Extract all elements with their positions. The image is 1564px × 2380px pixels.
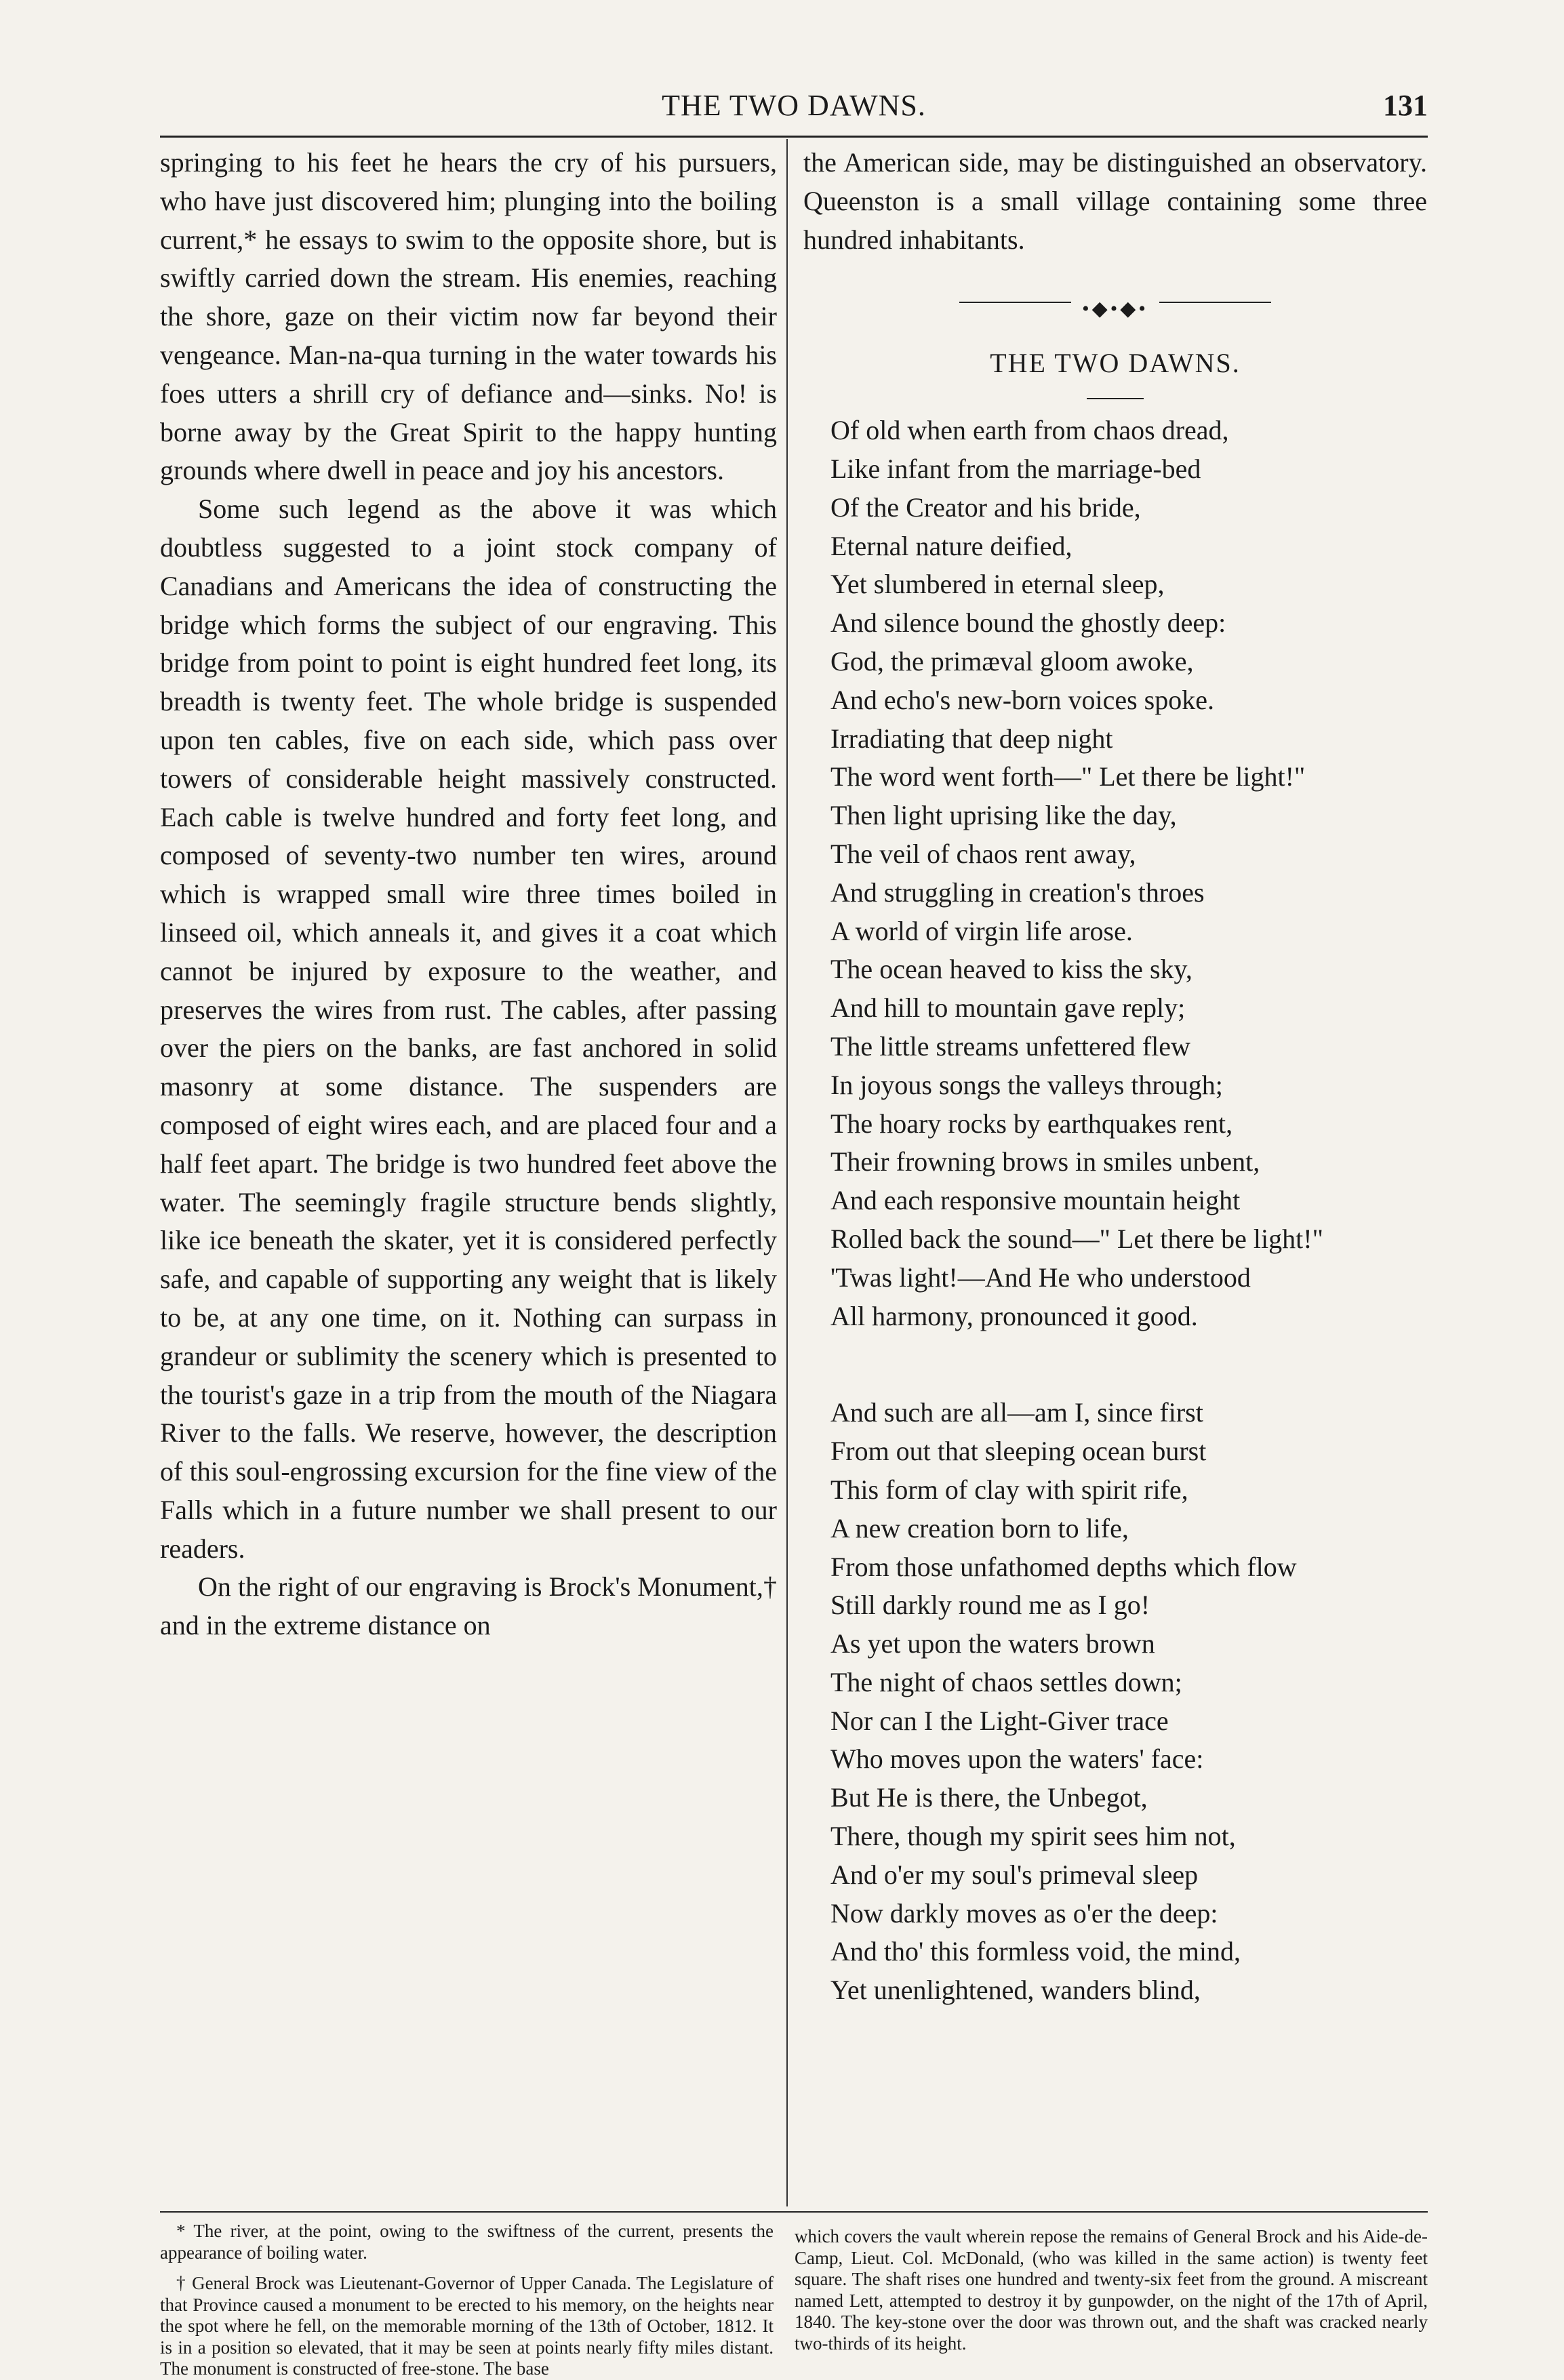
poem-line: Who moves upon the waters' face: xyxy=(830,1743,1204,1775)
poem-line: Of the Creator and his bride, xyxy=(830,491,1141,523)
poem-stanza-1 xyxy=(830,411,1427,1335)
stanza-gap xyxy=(803,1335,1427,1394)
poem-line: There, though my spirit sees him not, xyxy=(830,1821,1236,1852)
poem-line: And each responsive mountain height xyxy=(830,1185,1241,1216)
paragraph: springing to his feet he hears the cry of his pursuers, who have just discovered him; plunging into the boiling current,* he essays to swim to the opposite shore, but is swiftly carried down the stream. His enemies, reaching the shore, gaze on their victim now far beyond their vengeance. Man-na-qua turning in the water towards his foes utters a shrill cry of defiance and—sinks. No! is borne away by the Great Spirit to the happy hunting grounds where dwell in peace and joy his ancestors. xyxy=(160,147,777,486)
poem-line: This form of clay with spirit rife, xyxy=(830,1474,1188,1505)
footnotes-left xyxy=(160,2221,774,2380)
poem-line: Their frowning brows in smiles unbent, xyxy=(830,1146,1260,1177)
poem-line: God, the primæval gloom awoke, xyxy=(830,645,1194,677)
poem-line: From out that sleeping ocean burst xyxy=(830,1436,1207,1467)
footnote: † General Brock was Lieutenant-Governor of Upper Canada. The Legislature of that Province caused a monument to be erected to his memory, on the heights near the spot where he fell, on the memorable morning of the 13th of October, 1812. It is in a position so elevated, that it may be seen at points nearly fifty miles distant. The monument is constructed of free-stone. The base xyxy=(160,2273,774,2379)
page-number: 131 xyxy=(1383,89,1428,122)
poem-line: The hoary rocks by earthquakes rent, xyxy=(830,1108,1233,1139)
poem-line: Irradiating that deep night xyxy=(830,723,1113,754)
poem-line: And silence bound the ghostly deep: xyxy=(830,607,1226,639)
poem-line: Still darkly round me as I go! xyxy=(830,1590,1150,1621)
poem-line: And struggling in creation's throes xyxy=(830,876,1205,908)
ornament-line xyxy=(959,302,1071,303)
paragraph: On the right of our engraving is Brock's Monument,† and in the extreme distance on xyxy=(160,1571,777,1641)
poem-line: And tho' this formless void, the mind, xyxy=(830,1936,1241,1967)
footnote-rule xyxy=(160,2211,1428,2213)
poem-line: From those unfathomed depths which flow xyxy=(830,1551,1297,1582)
poem-line: And o'er my soul's primeval sleep xyxy=(830,1859,1199,1890)
poem-line: Yet unenlightened, wanders blind, xyxy=(830,1975,1201,2006)
left-column xyxy=(160,144,777,1645)
poem-line: Rolled back the sound—" Let there be light!" xyxy=(830,1223,1323,1254)
poem-line: All harmony, pronounced it good. xyxy=(830,1300,1198,1331)
poem-line: As yet upon the waters brown xyxy=(830,1628,1155,1659)
poem-line: Now darkly moves as o'er the deep: xyxy=(830,1897,1218,1929)
poem-line: A new creation born to life, xyxy=(830,1512,1129,1544)
column-divider xyxy=(786,139,788,2206)
header-rule xyxy=(160,136,1428,138)
poem-line: Eternal nature deified, xyxy=(830,530,1072,561)
poem-line: The little streams unfettered flew xyxy=(830,1030,1190,1062)
footnote: * The river, at the point, owing to the swiftness of the current, presents the appearance of boiling water. xyxy=(160,2221,774,2263)
poem-line: But He is there, the Unbegot, xyxy=(830,1782,1148,1813)
ornament-divider xyxy=(959,294,1271,321)
poem-line: The word went forth—" Let there be light!" xyxy=(830,761,1306,792)
poem-line: In joyous songs the valleys through; xyxy=(830,1069,1223,1100)
poem-line: Like infant from the marriage-bed xyxy=(830,453,1201,484)
poem-line: And echo's new-born voices spoke. xyxy=(830,684,1214,715)
page-header xyxy=(160,88,1428,136)
title-rule xyxy=(1087,398,1144,399)
footnote-continuation: which covers the vault wherein repose the remains of General Brock and his Aide-de-Camp, Lieut. Col. McDonald, (who was killed in the same action) is twenty feet square. The shaft rises one hundred and twenty-six feet from the ground. A miscreant named Lett, attempted to destroy it by gunpowder, on the night of the 17th of April, 1840. The key-stone over the door was thrown out, and the shaft was cracked nearly two-thirds of its height. xyxy=(795,2226,1428,2354)
poem-line: And hill to mountain gave reply; xyxy=(830,992,1186,1024)
poem-title: THE TWO DAWNS. xyxy=(990,348,1241,379)
paragraph: Some such legend as the above it was which doubtless suggested to a joint stock company of Canadians and Americans the idea of constructing the bridge which forms the subject of our engraving. This bridge from point to point is eight hundred feet long, its breadth is twenty feet. The whole bridge is suspended upon ten cables, five on each side, which pass over towers of considerable height massively constructed. Each cable is twelve hundred and forty feet long, and composed of seventy-two number ten wires, around which is wrapped small wire three times boiled in linseed oil, which anneals it, and gives it a coat which cannot be injured by exposure to the weather, and preserves the wires from rust. The cables, after passing over the piers on the banks, are fast anchored in solid masonry at some distance. The suspenders are composed of eight wires each, and are placed four and a half feet apart. The bridge is two hundred feet above the water. The seemingly fragile structure bends slightly, like ice beneath the skater, yet it is considered perfectly safe, and capable of supporting any weight that is likely to be, at any one time, on it. Nothing can surpass in grandeur or sublimity the scenery which is presented to the tourist's gaze in a trip from the mouth of the Niagara River to the falls. We reserve, however, the description of this soul-engrossing excursion for the fine view of the Falls which in a future number we shall present to our readers. xyxy=(160,493,777,1564)
poem-line: Of old when earth from chaos dread, xyxy=(830,415,1229,446)
ornament-line xyxy=(1159,302,1271,303)
ornament-glyphs: •◆•◆• xyxy=(1082,298,1148,321)
running-title: THE TWO DAWNS. xyxy=(662,89,926,122)
poem-line: A world of virgin life arose. xyxy=(830,915,1133,946)
poem-line: The ocean heaved to kiss the sky, xyxy=(830,954,1192,985)
poem-line: Yet slumbered in eternal sleep, xyxy=(830,569,1165,600)
poem-line: And such are all—am I, since first xyxy=(830,1397,1203,1428)
poem-line: The night of chaos settles down; xyxy=(830,1666,1182,1697)
right-column xyxy=(803,144,1427,2010)
poem-line: 'Twas light!—And He who understood xyxy=(830,1262,1251,1293)
poem-line: Then light uprising like the day, xyxy=(830,800,1177,831)
poem-line: Nor can I the Light-Giver trace xyxy=(830,1705,1169,1736)
poem-line: The veil of chaos rent away, xyxy=(830,838,1136,869)
paragraph: the American side, may be distinguished an observatory. Queenston is a small village containing some three hundred inhabitants. xyxy=(803,147,1427,255)
poem-stanza-2 xyxy=(830,1394,1427,2010)
